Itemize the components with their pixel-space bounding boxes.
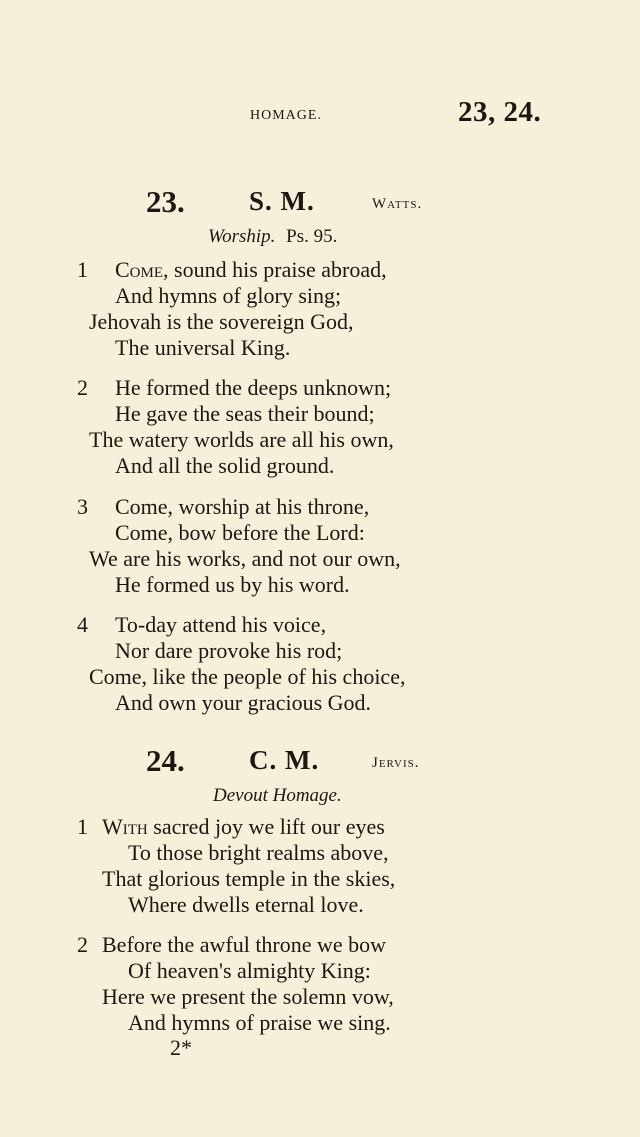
line-rest: , sound his praise abroad, [163,257,387,282]
hymn-23-header [146,184,446,218]
verse-line: He gave the seas their bound; [115,401,375,426]
verse-line: And hymns of glory sing; [115,283,342,308]
verse-line: He formed us by his word. [115,572,350,597]
verse-number: 2 [77,375,88,400]
subtitle-title: Worship. [208,226,276,247]
verse-number: 3 [77,494,88,519]
subtitle-title: Devout Homage. [213,785,342,806]
hymn-number: 23. [146,184,185,219]
verse-line: Where dwells eternal love. [128,892,364,917]
verse-line: Before the awful throne we bow [102,932,387,957]
verse-number: 1 [77,814,88,839]
hymn-24-subtitle [213,785,342,807]
hymn-meter: S. M. [249,186,315,216]
verse-line: Of heaven's almighty King: [128,958,371,983]
subtitle-reference: Ps. 95. [286,226,338,247]
verse-line [102,814,385,840]
hymn-author: Jervis. [372,755,420,771]
verse-line: Jehovah is the sovereign God, [89,309,354,334]
running-head: HOMAGE. [250,108,322,123]
verse-line: And hymns of praise we sing. [128,1010,391,1035]
hymn-24-header [146,743,446,777]
verse-line: And all the solid ground. [115,453,335,478]
verse-line: The watery worlds are all his own, [89,427,394,452]
verse-line: To those bright realms above, [128,840,389,865]
hymn-meter: C. M. [249,745,320,775]
verse-line: That glorious temple in the skies, [102,866,396,891]
verse-line: Here we present the solemn vow, [102,984,394,1009]
verse-line: And own your gracious God. [115,690,372,715]
verse-line: He formed the deeps unknown; [115,375,392,400]
verse-line: Come, worship at his throne, [115,494,370,519]
verse-line: Come, like the people of his choice, [89,664,406,689]
verse-line: Nor dare provoke his rod; [115,638,343,663]
line-rest: sacred joy we lift our eyes [147,814,385,839]
verse-line: We are his works, and not our own, [89,546,401,571]
page-numbers: 23, 24. [458,96,542,128]
verse-number: 1 [77,257,88,282]
verse-line [115,257,387,283]
drop-word: With [102,814,148,839]
verse-line: Come, bow before the Lord: [115,520,365,545]
drop-word: Come [115,257,164,282]
verse-line: To-day attend his voice, [115,612,327,637]
signature-mark: 2* [170,1035,192,1060]
verse-number: 2 [77,932,88,957]
hymn-number: 24. [146,743,185,778]
hymn-23-subtitle [208,226,337,248]
hymn-author: Watts. [372,196,423,212]
verse-number: 4 [77,612,88,637]
verse-line: The universal King. [115,335,291,360]
